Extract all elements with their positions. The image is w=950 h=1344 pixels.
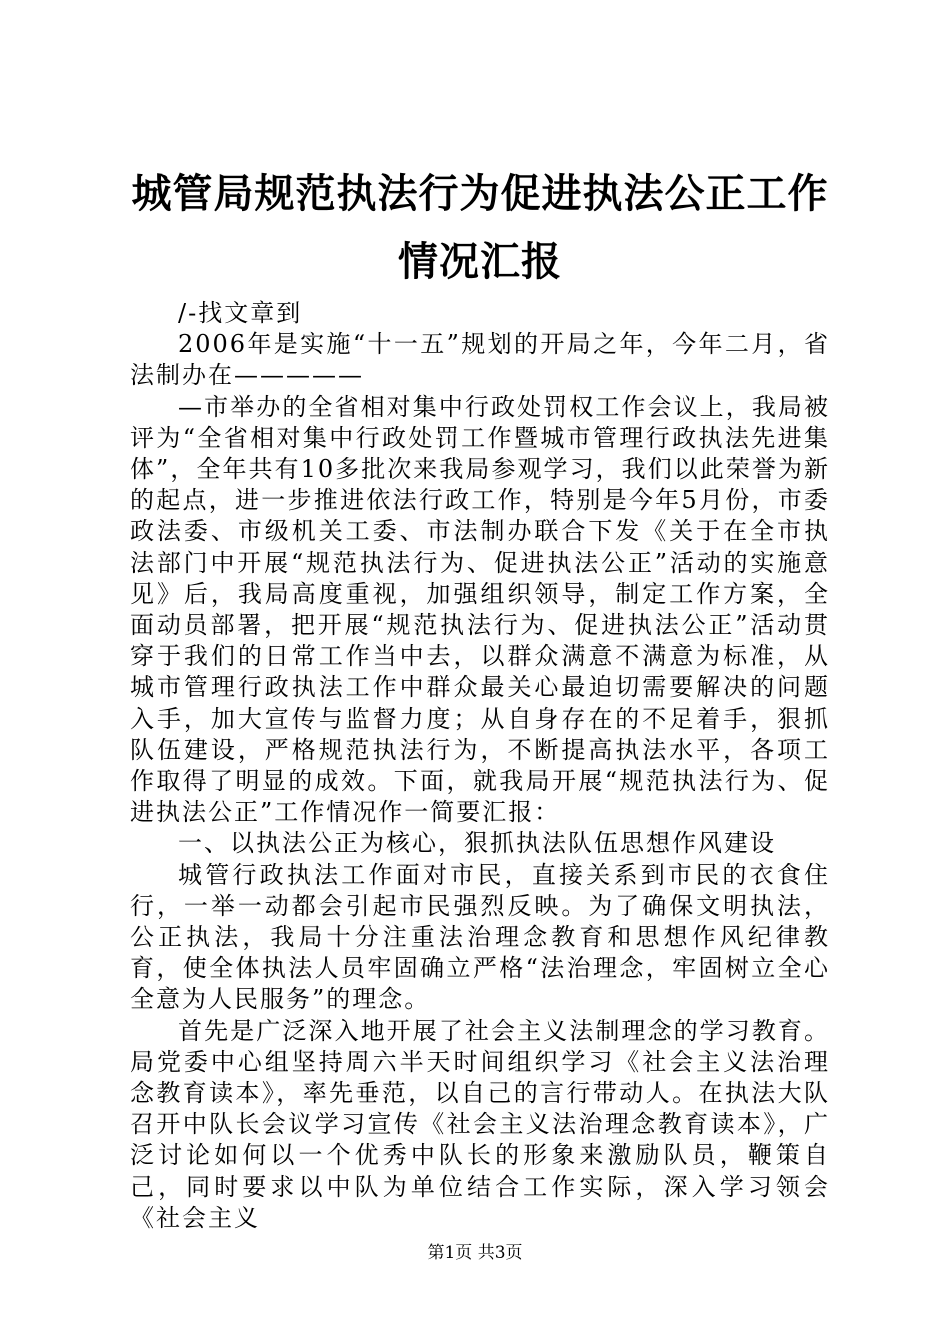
document-body xyxy=(130,298,830,1234)
page-footer: 第1页 共3页 xyxy=(427,1243,523,1263)
body-paragraph: /-找文章到 xyxy=(178,299,303,327)
document-title: 城管局规范执法行为促进执法公正工作情况汇报 xyxy=(131,170,829,285)
section-heading: 一、以执法公正为核心，狠抓执法队伍思想作风建设 xyxy=(178,829,776,858)
body-paragraph: —市举办的全省相对集中行政处罚权工作会议上，我局被评为“全省相对集中行政处罚工作暨城市管理行政执法先进集体”，全年共有10多批次来我局参观学习，我们以此荣誉为新的起点，进一步推进依法行政工作，特别是今年5月份，市委政法委、市级机关工委、市法制办联合下发《关于在全市执法部门中开展“规范执法行为、促进执法公正”活动的实施意见》后，我局高度重视，加强组织领导，制定工作方案，全面动员部署，把开展“规范执法行为、促进执法公正”活动贯穿于我们的日常工作当中去，以群众满意不满意为标准，从城市管理行政执法工作中群众最关心最迫切需要解决的问题入手，加大宣传与监督力度；从自身存在的不足着手，狠抓队伍建设，严格规范执法行为，不断提高执法水平，各项工作取得了明显的成效。下面，就我局开展“规范执法行为、促进执法公正”工作情况作一简要汇报： xyxy=(130,392,830,827)
body-paragraph: 首先是广泛深入地开展了社会主义法制理念的学习教育。局党委中心组坚持周六半天时间组织学习《社会主义法治理念教育读本》，率先垂范，以自己的言行带动人。在执法大队召开中队长会议学习宣传《社会主义法治理念教育读本》，广泛讨论如何以一个优秀中队长的形象来激励队员，鞭策自己，同时要求以中队为单位结合工作实际，深入学习领会《社会主义 xyxy=(130,1016,830,1232)
body-paragraph: 2006年是实施“十一五”规划的开局之年，今年二月，省法制办在————— xyxy=(130,330,830,390)
body-paragraph: 城管行政执法工作面对市民，直接关系到市民的衣食住行，一举一动都会引起市民强烈反映。为了确保文明执法，公正执法，我局十分注重法治理念教育和思想作风纪律教育，使全体执法人员牢固确立严格“法治理念，牢固树立全心全意为人民服务”的理念。 xyxy=(130,860,830,1014)
